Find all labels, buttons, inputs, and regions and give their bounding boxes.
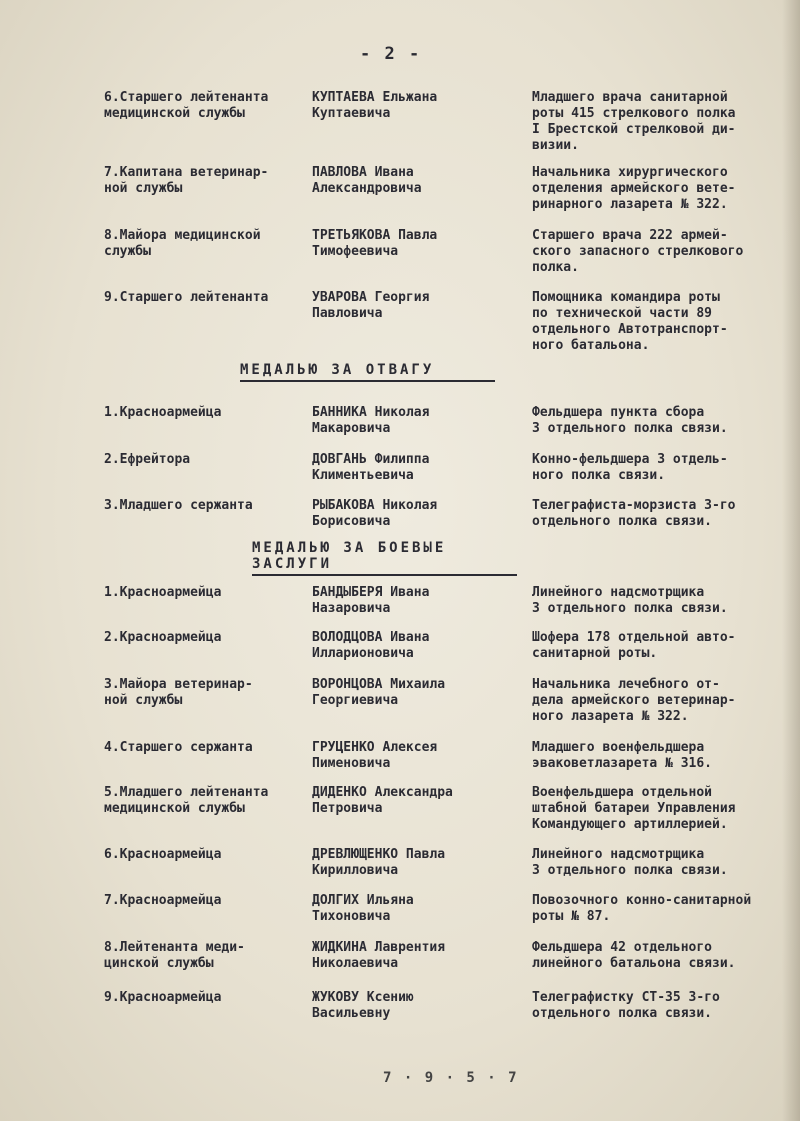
page-number: - 2 - (360, 44, 422, 64)
rank: 7.Красноармейца (104, 893, 222, 908)
rank: 7.Капитана ветеринар- ной службы (104, 165, 269, 196)
rank: 9.Красноармейца (104, 990, 222, 1005)
person-name: УВАРОВА Георгия Павловича (312, 290, 430, 321)
position: Фельдшера пункта сбора 3 отдельного полка связи. (532, 405, 728, 436)
position: Линейного надсмотрщика 3 отдельного полка связи. (532, 585, 728, 616)
position: Начальника хирургического отделения армейского вете- ринарного лазарета № 322. (532, 165, 736, 212)
person-name: ДИДЕНКО Александра Петровича (312, 785, 453, 816)
person-name: ДРЕВЛЮЩЕНКО Павла Кирилловича (312, 847, 446, 878)
rank: 8.Лейтенанта меди- цинской службы (104, 940, 245, 971)
rank: 3.Младшего сержанта (104, 498, 253, 513)
rank: 9.Старшего лейтенанта (104, 290, 269, 305)
person-name: ГРУЦЕНКО Алексея Пименовича (312, 740, 438, 771)
position: Шофера 178 отдельной авто- санитарной роты. (532, 630, 736, 661)
rank: 1.Красноармейца (104, 585, 222, 600)
position: Младшего врача санитарной роты 415 стрелкового полка I Брестской стрелковой ди- визии. (532, 90, 736, 153)
person-name: ТРЕТЬЯКОВА Павла Тимофеевича (312, 228, 438, 259)
person-name: ЖУКОВУ Ксению Васильевну (312, 990, 414, 1021)
position: Телеграфистку СТ-35 3-го отдельного полка связи. (532, 990, 720, 1021)
person-name: ВОРОНЦОВА Михаила Георгиевича (312, 677, 446, 708)
rank: 2.Красноармейца (104, 630, 222, 645)
person-name: ВОЛОДЦОВА Ивана Илларионовича (312, 630, 430, 661)
rank: 1.Красноармейца (104, 405, 222, 420)
person-name: ЖИДКИНА Лаврентия Николаевича (312, 940, 446, 971)
person-name: БАНДЫБЕРЯ Ивана Назаровича (312, 585, 430, 616)
position: Телеграфиста-морзиста 3-го отдельного полка связи. (532, 498, 736, 529)
rank: 6.Красноармейца (104, 847, 222, 862)
position: Помощника командира роты по технической части 89 отдельного Автотранспорт- ного батальона. (532, 290, 728, 353)
person-name: КУПТАЕВА Ельжана Куптаевича (312, 90, 438, 121)
rank: 8.Майора медицинской службы (104, 228, 261, 259)
rank: 5.Младшего лейтенанта медицинской службы (104, 785, 269, 816)
rank: 4.Старшего сержанта (104, 740, 253, 755)
rank: 6.Старшего лейтенанта медицинской службы (104, 90, 269, 121)
footer-stamp: 7 · 9 · 5 · 7 (383, 1070, 519, 1086)
position: Начальника лечебного от- дела армейского ветеринар- ного лазарета № 322. (532, 677, 736, 724)
rank: 2.Ефрейтора (104, 452, 191, 467)
person-name: БАННИКА Николая Макаровича (312, 405, 430, 436)
position: Младшего военфельдшера эваковетлазарета № 316. (532, 740, 713, 771)
person-name: ДОЛГИХ Ильяна Тихоновича (312, 893, 414, 924)
position: Фельдшера 42 отдельного линейного батальона связи. (532, 940, 736, 971)
person-name: ДОВГАНЬ Филиппа Климентьевича (312, 452, 430, 483)
section-heading-bravery-medal: МЕДАЛЬЮ ЗА ОТВАГУ (240, 362, 495, 382)
position: Старшего врача 222 армей- ского запасного стрелкового полка. (532, 228, 744, 275)
position: Повозочного конно-санитарной роты № 87. (532, 893, 752, 924)
person-name: ПАВЛОВА Ивана Александровича (312, 165, 422, 196)
person-name: РЫБАКОВА Николая Борисовича (312, 498, 438, 529)
position: Военфельдшера отдельной штабной батареи Управления Командующего артиллерией. (532, 785, 736, 832)
section-heading-combat-merit-medal: МЕДАЛЬЮ ЗА БОЕВЫЕ ЗАСЛУГИ (252, 540, 517, 576)
rank: 3.Майора ветеринар- ной службы (104, 677, 253, 708)
position: Конно-фельдшера 3 отдель- ного полка связи. (532, 452, 728, 483)
position: Линейного надсмотрщика 3 отдельного полка связи. (532, 847, 728, 878)
